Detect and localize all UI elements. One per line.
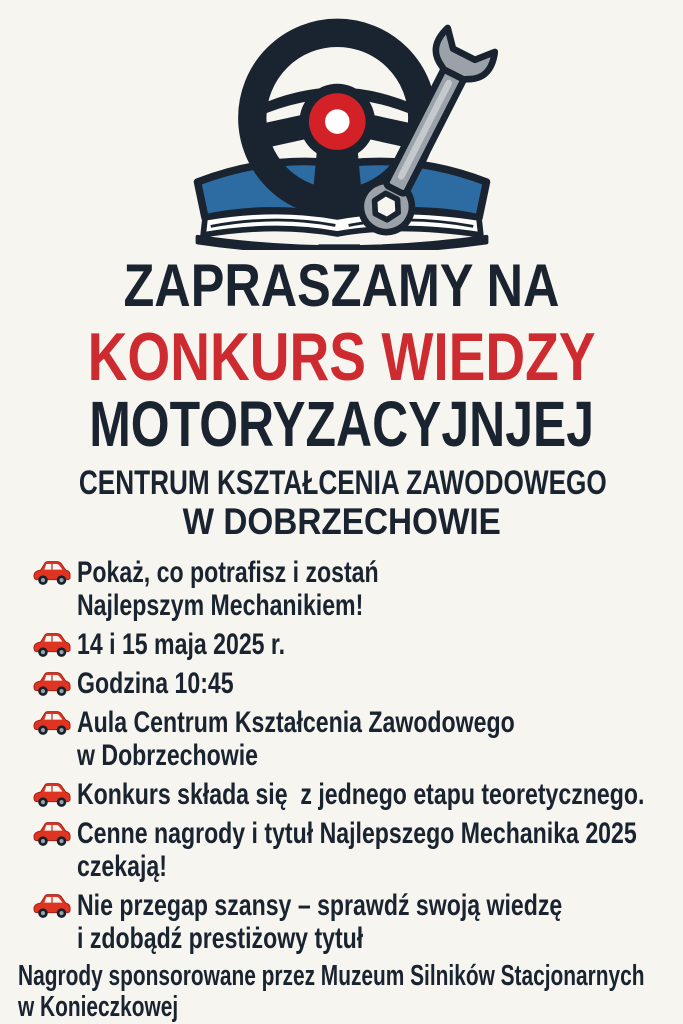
red-car-icon	[33, 670, 71, 698]
red-car-icon	[33, 631, 71, 659]
list-item	[33, 706, 683, 772]
subheading-line-text: CENTRUM KSZTAŁCENIA ZAWODOWEGO	[78, 464, 607, 502]
heading-konkurs-wiedzy	[0, 319, 683, 395]
list-item	[33, 667, 683, 700]
red-car-icon	[33, 559, 71, 587]
list-item	[33, 628, 683, 661]
list-item	[33, 778, 683, 811]
heading-motoryzacyjnjej	[0, 388, 683, 460]
subheading-dobrzechowie	[0, 502, 683, 542]
bullet-list	[0, 556, 683, 955]
list-item-text	[77, 556, 469, 622]
sponsor-note	[0, 961, 683, 1023]
contest-logo	[186, 12, 498, 250]
list-item-line: 14 i 15 maja 2025 r.	[77, 628, 286, 661]
subheading-centrum	[0, 464, 683, 502]
list-item-line: w Dobrzechowie	[77, 739, 258, 772]
list-item-text	[77, 889, 683, 955]
sponsor-note-line: w Konieczkowej	[18, 991, 179, 1023]
list-item-text	[77, 706, 645, 772]
logo-area	[0, 0, 683, 250]
list-item-line: Cenne nagrody i tytuł Najlepszego Mechanika 2025	[77, 817, 637, 850]
list-item-line: czekają!	[77, 850, 167, 883]
sponsor-note-line: Nagrody sponsorowane przez Muzeum Silników Stacjonarnych	[18, 960, 645, 992]
red-car-icon	[33, 781, 71, 809]
list-item-line: i zdobądź prestiżowy tytuł	[77, 922, 364, 955]
red-car-icon	[33, 892, 71, 920]
list-item-line: Konkurs składa się z jednego etapu teoretycznego.	[77, 778, 645, 811]
list-item-line: Pokaż, co potrafisz i zostań	[77, 556, 379, 589]
red-car-icon	[33, 709, 71, 737]
subheading-line-text: W DOBRZECHOWIE	[182, 501, 501, 542]
heading-line-text: ZAPRASZAMY NA	[123, 252, 560, 319]
list-item-text	[77, 778, 683, 811]
heading-line-text: KONKURS WIEDZY	[87, 319, 596, 395]
list-item-text	[77, 667, 280, 700]
heading-line-text: MOTORYZACYJNJEJ	[89, 388, 594, 460]
list-item-line: Najlepszym Mechanikiem!	[77, 589, 364, 622]
list-item-line: Aula Centrum Kształcenia Zawodowego	[77, 706, 515, 739]
list-item	[33, 556, 683, 622]
list-item	[33, 889, 683, 955]
list-item-text	[77, 817, 683, 883]
list-item-line: Nie przegap szansy – sprawdź swoją wiedzę	[77, 889, 563, 922]
red-car-icon	[33, 820, 71, 848]
list-item	[33, 817, 683, 883]
list-item-text	[77, 628, 347, 661]
heading-zapraszamy-na	[0, 254, 683, 318]
list-item-line: Godzina 10:45	[77, 667, 234, 700]
